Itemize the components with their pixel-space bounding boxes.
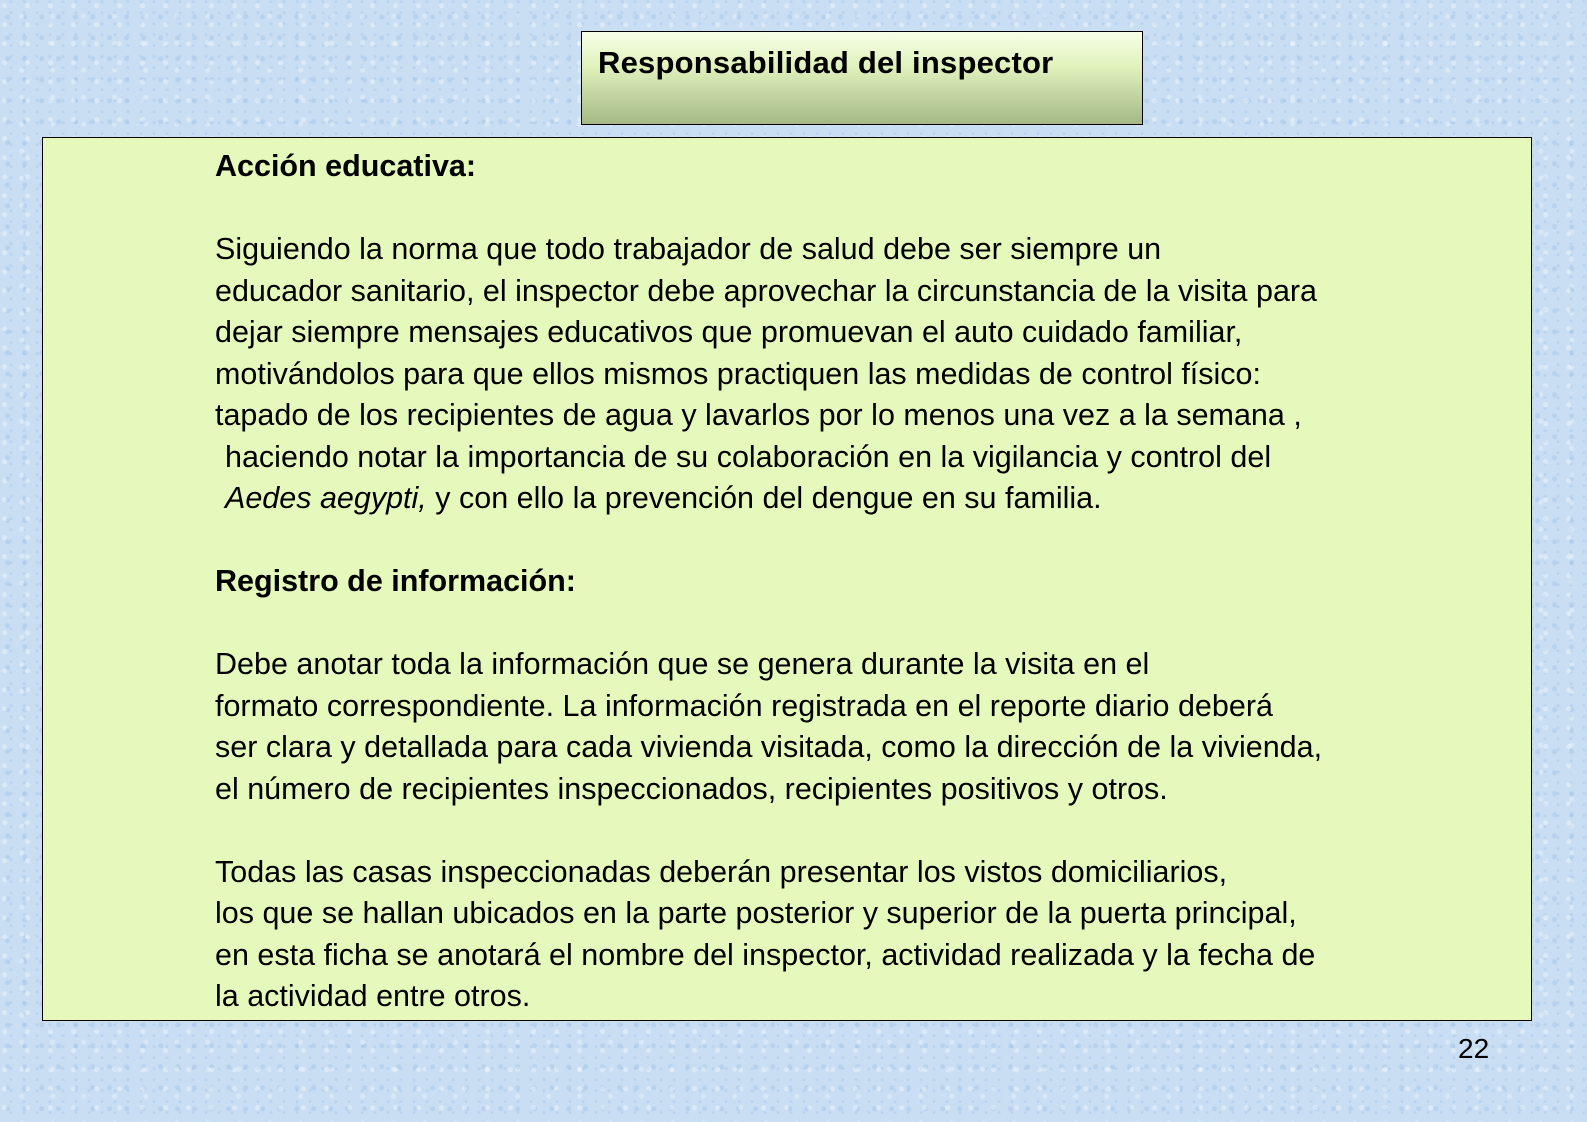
registro-line: formato correspondiente. La información registrada en el reporte diario deberá	[215, 688, 1273, 723]
educativa-line: Siguiendo la norma que todo trabajador de salud debe ser siempre un	[215, 232, 1162, 266]
educativa-line: tapado de los recipientes de agua y lavarlos por lo menos una vez a la semana ,	[215, 398, 1302, 432]
registro-line: en esta ficha se anotará el nombre del inspector, actividad realizada y la fecha de	[215, 937, 1316, 972]
educativa-line: educador sanitario, el inspector debe aprovechar la circunstancia de la visita para	[215, 273, 1318, 308]
registro-line: el número de recipientes inspeccionados, recipientes positivos y otros.	[215, 771, 1168, 806]
educativa-line: haciendo notar la importancia de su colaboración en la vigilancia y control del	[225, 439, 1272, 474]
registro-line: Todas las casas inspeccionadas deberán presentar los vistos domiciliarios,	[215, 854, 1228, 889]
educativa-line: motivándolos para que ellos mismos practiquen las medidas de control físico:	[215, 356, 1261, 391]
species-name: Aedes aegypti,	[225, 481, 427, 515]
page-number: 22	[1458, 1033, 1490, 1064]
registro-line: Debe anotar toda la información que se genera durante la visita en el	[215, 647, 1150, 681]
registro-line: los que se hallan ubicados en la parte posterior y superior de la puerta principal,	[215, 896, 1297, 930]
registro-line: la actividad entre otros.	[215, 979, 531, 1013]
educativa-line: dejar siempre mensajes educativos que promuevan el auto cuidado familiar,	[215, 315, 1243, 349]
registro-line: ser clara y detallada para cada vivienda visitada, como la dirección de la vivienda,	[215, 730, 1323, 764]
title-box	[581, 31, 1143, 125]
educativa-last-line	[215, 478, 1515, 520]
slide-title: Responsabilidad del inspector	[598, 45, 1054, 80]
heading-accion-educativa: Acción educativa:	[215, 149, 477, 183]
content-box	[42, 137, 1532, 1021]
content-text	[215, 146, 1515, 1018]
heading-registro-informacion: Registro de información:	[215, 564, 576, 598]
educativa-last-line-rest: y con ello la prevención del dengue en su familia.	[426, 481, 1102, 515]
